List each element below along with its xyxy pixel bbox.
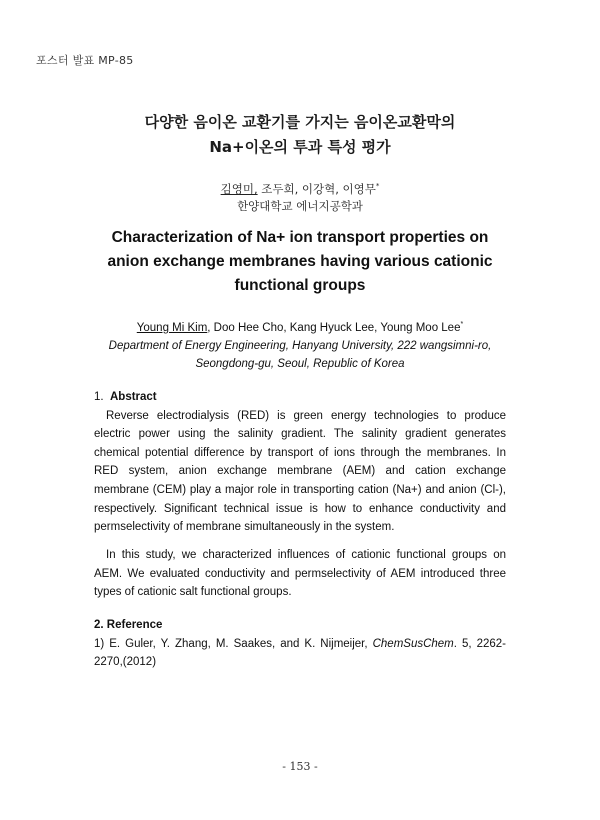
abstract-section [94, 388, 506, 537]
abstract-number: 1. [94, 391, 104, 403]
study-section [94, 546, 506, 602]
english-title [0, 226, 600, 298]
english-title-line-2: anion exchange membranes having various cationic [107, 253, 493, 270]
reference-item-1 [94, 635, 506, 672]
reference-authors: 1) E. Guler, Y. Zhang, M. Saakes, and K. Nijmeijer, [94, 637, 373, 650]
english-presenter-name: Young Mi Kim [136, 321, 208, 334]
abstract-heading [94, 388, 506, 407]
korean-presenter-name: 김영미, [220, 181, 258, 196]
english-affiliation-line-2: Seongdong-gu, Seoul, Republic of Korea [195, 357, 405, 370]
corresponding-mark: * [375, 182, 380, 190]
english-authors [0, 316, 600, 337]
korean-title-line-2: Na+이온의 투과 특성 평가 [209, 138, 391, 156]
english-affiliation-line-1: Department of Energy Engineering, Hanyang University, 222 wangsimni-ro, [108, 339, 492, 352]
korean-title [0, 110, 600, 160]
english-author-block [0, 316, 600, 373]
korean-author-block [0, 178, 600, 215]
reference-journal: ChemSusChem [372, 637, 454, 650]
english-corresponding-mark: * [460, 321, 464, 328]
english-coauthors: , Doo Hee Cho, Kang Hyuck Lee, Young Moo Lee [207, 321, 461, 334]
korean-authors [0, 178, 600, 198]
abstract-paragraph-2: In this study, we characterized influences of cationic functional groups on AEM. We evaluated conductivity and permselectivity of AEM introduced three types of cationic salt functional groups. [94, 549, 506, 599]
abstract-paragraph-1: Reverse electrodialysis (RED) is green energy technologies to produce electric power using the salinity gradient. The salinity gradient generates chemical potential difference by transport of ions through the membranes. In RED system, anion exchange membrane (AEM) and cation exchange membrane (CEM) play a major role in transporting cation (Na+) and anion (Cl-), respectively. Significant technical issue is how to enhance conductivity and permselectivity of membrane simultaneously in the system. [94, 409, 506, 534]
korean-coauthors: 조두희, 이강혁, 이영무 [257, 181, 376, 196]
reference-details: . 5, 2262-2270,(2012) [94, 637, 506, 669]
korean-title-line-1: 다양한 음이온 교환기를 가지는 음이온교환막의 [144, 113, 456, 131]
reference-heading: 2. Reference [94, 619, 163, 631]
session-label: 포스터 발표 MP-85 [36, 54, 134, 67]
page-number: - 153 - [282, 760, 318, 773]
english-title-line-3: functional groups [234, 277, 366, 294]
abstract-heading-text: Abstract [109, 391, 157, 403]
korean-affiliation: 한양대학교 에너지공학과 [237, 198, 363, 213]
english-title-line-1: Characterization of Na+ ion transport properties on [111, 229, 489, 246]
reference-section [94, 616, 506, 672]
